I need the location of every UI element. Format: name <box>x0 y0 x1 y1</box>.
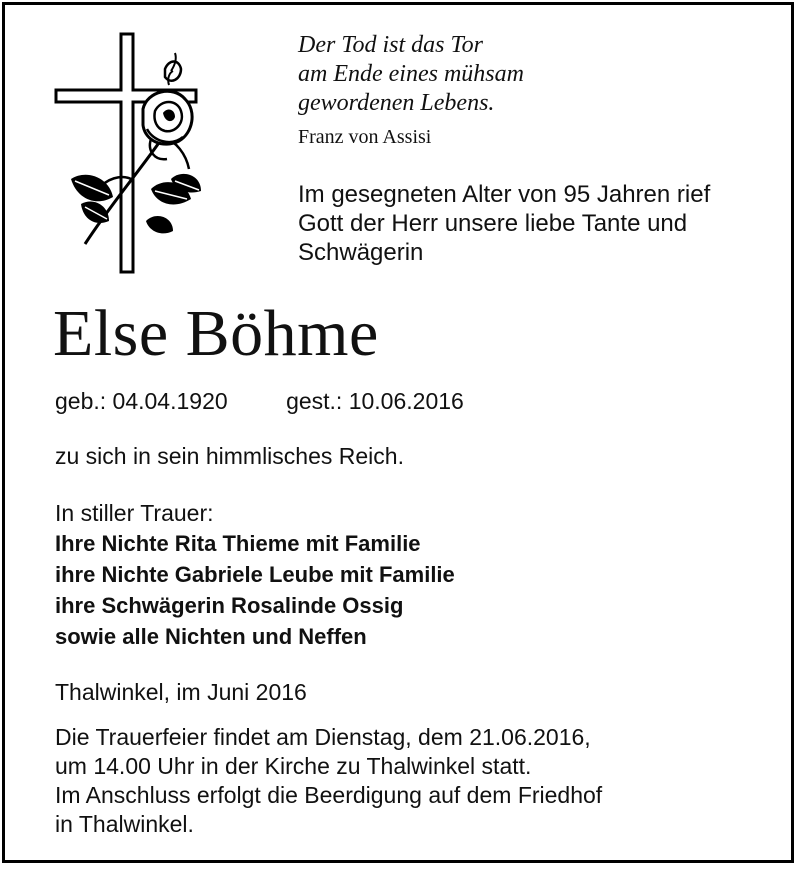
cross-with-rose-icon <box>51 29 211 279</box>
obituary-notice <box>2 2 794 863</box>
funeral-info <box>55 723 602 839</box>
birth-date: geb.: 04.04.1920 <box>55 388 228 414</box>
deceased-name: Else Böhme <box>53 297 379 370</box>
quote-line: Der Tod ist das Tor <box>298 32 483 58</box>
life-dates <box>55 387 464 415</box>
intro-line: Schwägerin <box>298 239 424 266</box>
quote-line: am Ende eines mühsam <box>298 61 524 87</box>
mourners-list <box>55 528 455 652</box>
intro-line: Im gesegneten Alter von 95 Jahren rief <box>298 181 711 208</box>
death-date: gest.: 10.06.2016 <box>286 388 464 414</box>
mourner: ihre Nichte Gabriele Leube mit Familie <box>55 562 455 587</box>
funeral-line: Die Trauerfeier findet am Dienstag, dem 21.06.2016, <box>55 724 591 750</box>
funeral-line: Im Anschluss erfolgt die Beerdigung auf dem Friedhof <box>55 782 603 808</box>
intro-text <box>298 180 710 267</box>
intro-line: Gott der Herr unsere liebe Tante und <box>298 210 688 237</box>
funeral-line: um 14.00 Uhr in der Kirche zu Thalwinkel statt. <box>55 753 532 779</box>
closing-line: zu sich in sein himmlisches Reich. <box>55 443 404 469</box>
mourner: sowie alle Nichten und Neffen <box>55 624 367 649</box>
mourner: ihre Schwägerin Rosalinde Ossig <box>55 593 404 618</box>
funeral-line: in Thalwinkel. <box>55 811 194 837</box>
quote <box>298 31 524 118</box>
mourning-heading: In stiller Trauer: <box>55 500 214 526</box>
quote-author: Franz von Assisi <box>298 126 432 148</box>
mourner: Ihre Nichte Rita Thieme mit Familie <box>55 531 421 556</box>
place-date: Thalwinkel, im Juni 2016 <box>55 679 307 705</box>
quote-line: gewordenen Lebens. <box>298 90 495 116</box>
